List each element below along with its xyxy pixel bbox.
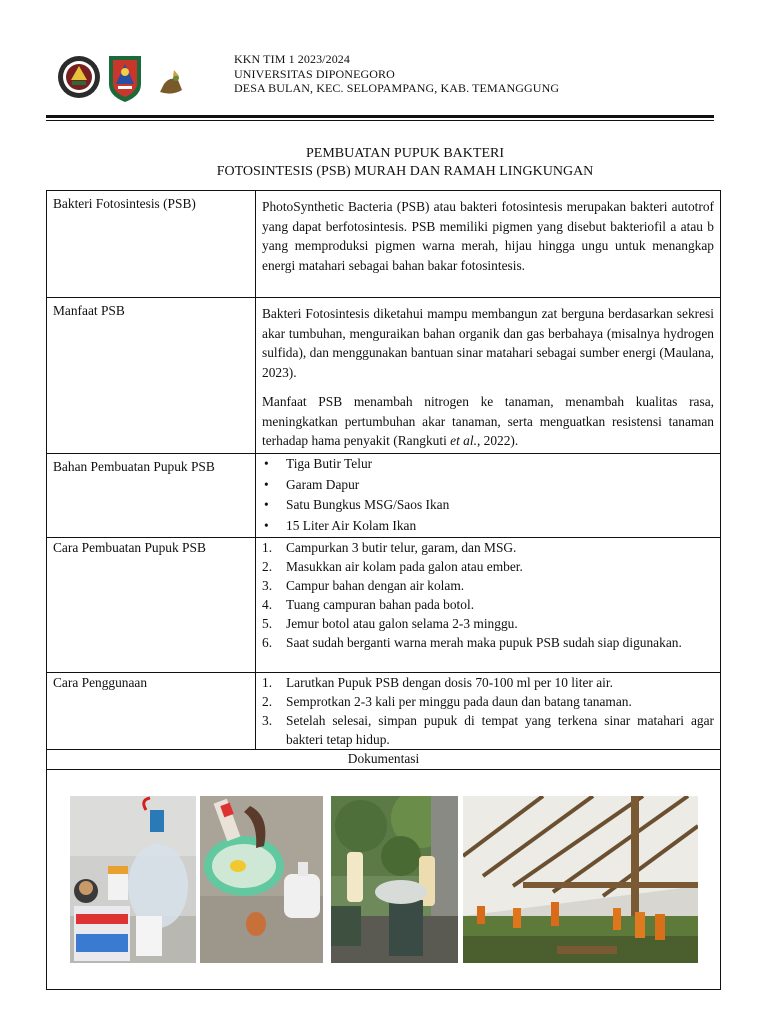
bottles-drying-photo [331, 796, 458, 963]
list-item-text: Campur bahan dengan air kolam. [286, 578, 465, 593]
list-item-text: Setelah selesai, simpan pupuk di tempat yang terkena sinar matahari agar bakteri tetap hidup. [286, 713, 714, 747]
row-label: Bakteri Fotosintesis (PSB) [47, 191, 256, 297]
row-label: Cara Pembuatan Pupuk PSB [47, 538, 256, 672]
table-row-usage [47, 673, 720, 750]
row-label: Cara Penggunaan [47, 673, 256, 749]
usage-list [262, 673, 714, 749]
citation-et-al: et al. [450, 433, 477, 448]
table-row-definition [47, 191, 720, 298]
materials-list [262, 454, 714, 536]
greenhouse-bottles-photo [463, 796, 698, 963]
header-divider-thin [46, 120, 714, 121]
undip-seal-logo [56, 50, 102, 104]
benefits-text-part: , 2022). [476, 433, 519, 448]
list-item: • 15 Liter Air Kolam Ikan [262, 516, 714, 537]
list-item-text: Jemur botol atau galon selama 2-3 minggu. [286, 616, 518, 631]
letterhead [56, 50, 716, 112]
list-item: • Satu Bungkus MSG/Saos Ikan [262, 495, 714, 516]
materials-list-cell [256, 454, 720, 537]
row-label: Manfaat PSB [47, 298, 256, 453]
benefits-text [256, 298, 720, 453]
list-item-text: Semprotkan 2-3 kali per minggu pada daun dan batang tanaman. [286, 694, 632, 709]
document-title-line2: FOTOSINTESIS (PSB) MURAH DAN RAMAH LINGKUNGAN [216, 164, 594, 179]
list-item: 3. Setelah selesai, simpan pupuk di tempat yang terkena sinar matahari agar bakteri tetap hidup. [262, 713, 714, 747]
document-title-line1: PEMBUATAN PUPUK BAKTERI [305, 146, 504, 161]
list-item: 5. Jemur botol atau galon selama 2-3 minggu. [262, 616, 518, 631]
table-row-materials [47, 454, 720, 538]
list-item-text: Tuang campuran bahan pada botol. [286, 597, 475, 612]
program-line: KKN TIM 1 2023/2024 [234, 52, 351, 66]
temanggung-regency-logo [106, 50, 144, 104]
list-item: 2. Semprotkan 2-3 kali per minggu pada daun dan batang tanaman. [262, 694, 632, 709]
steps-list [262, 538, 714, 652]
list-item: 2. Masukkan air kolam pada galon atau ember. [262, 559, 523, 574]
benefits-paragraph-1: Bakteri Fotosintesis diketahui mampu membangun zat berguna berdasarkan sekresi akar tumbuhan, menguraikan bahan organik dan gas berbahaya (misalnya hydrogen sulfida), dan menggunakan bantuan sinar matahari sebagai sumber energi (Maulana, 2023). [262, 306, 714, 380]
list-item-text: Saat sudah berganti warna merah maka pupuk PSB sudah siap digunakan. [286, 635, 682, 650]
benefits-text-part: Manfaat PSB menambah nitrogen ke tanaman, menambah kualitas rasa, meningkatkan pertumbuhan akar tanaman, serta menguatkan resistensi tanaman terhadap hama penyakit (Rangkuti [262, 394, 714, 448]
list-item-text: Larutkan Pupuk PSB dengan dosis 70-100 ml per 10 liter air. [286, 675, 613, 690]
university-line: UNIVERSITAS DIPONEGORO [234, 66, 395, 81]
list-item-text: Masukkan air kolam pada galon atau ember. [286, 559, 523, 574]
definition-text [256, 191, 720, 297]
village-line: DESA BULAN, KEC. SELOPAMPANG, KAB. TEMANGGUNG [234, 81, 560, 95]
list-item: 1. Campurkan 3 butir telur, garam, dan MSG. [262, 540, 517, 555]
table-row-steps [47, 538, 720, 673]
list-item: 6. Saat sudah berganti warna merah maka pupuk PSB sudah siap digunakan. [262, 635, 682, 650]
table-row-benefits [47, 298, 720, 454]
definition-paragraph: PhotoSynthetic Bacteria (PSB) atau bakteri fotosintesis merupakan bakteri autotrof yang dapat berfotosintesis. PSB memiliki pigmen yang disebut bakteriofil a atau b yang memproduksi pigmen warna merah, hijau hingga ungu untuk menangkap energi matahari sebagai bahan bakar fotosintesis. [262, 199, 714, 273]
header-divider-thick [46, 115, 714, 118]
steps-list-cell [256, 538, 720, 672]
list-item: • Tiga Butir Telur [262, 454, 714, 475]
logo-group [56, 50, 196, 108]
usage-list-cell [256, 673, 720, 749]
content-table [46, 190, 721, 990]
documentation-heading: Dokumentasi [47, 750, 720, 770]
list-item: 1. Larutkan Pupuk PSB dengan dosis 70-100 ml per 10 liter air. [262, 675, 613, 690]
list-item-text: Campurkan 3 butir telur, garam, dan MSG. [286, 540, 517, 555]
mixing-egg-photo [200, 796, 323, 963]
list-item: 3. Campur bahan dengan air kolam. [262, 578, 465, 593]
institution-info [234, 52, 559, 96]
kkn-moon-logo [148, 50, 188, 104]
benefits-paragraph-2 [262, 392, 714, 451]
ingredients-photo [70, 796, 196, 963]
list-item: 4. Tuang campuran bahan pada botol. [262, 597, 475, 612]
row-label: Bahan Pembuatan Pupuk PSB [47, 454, 256, 537]
list-item: • Garam Dapur [262, 475, 714, 496]
